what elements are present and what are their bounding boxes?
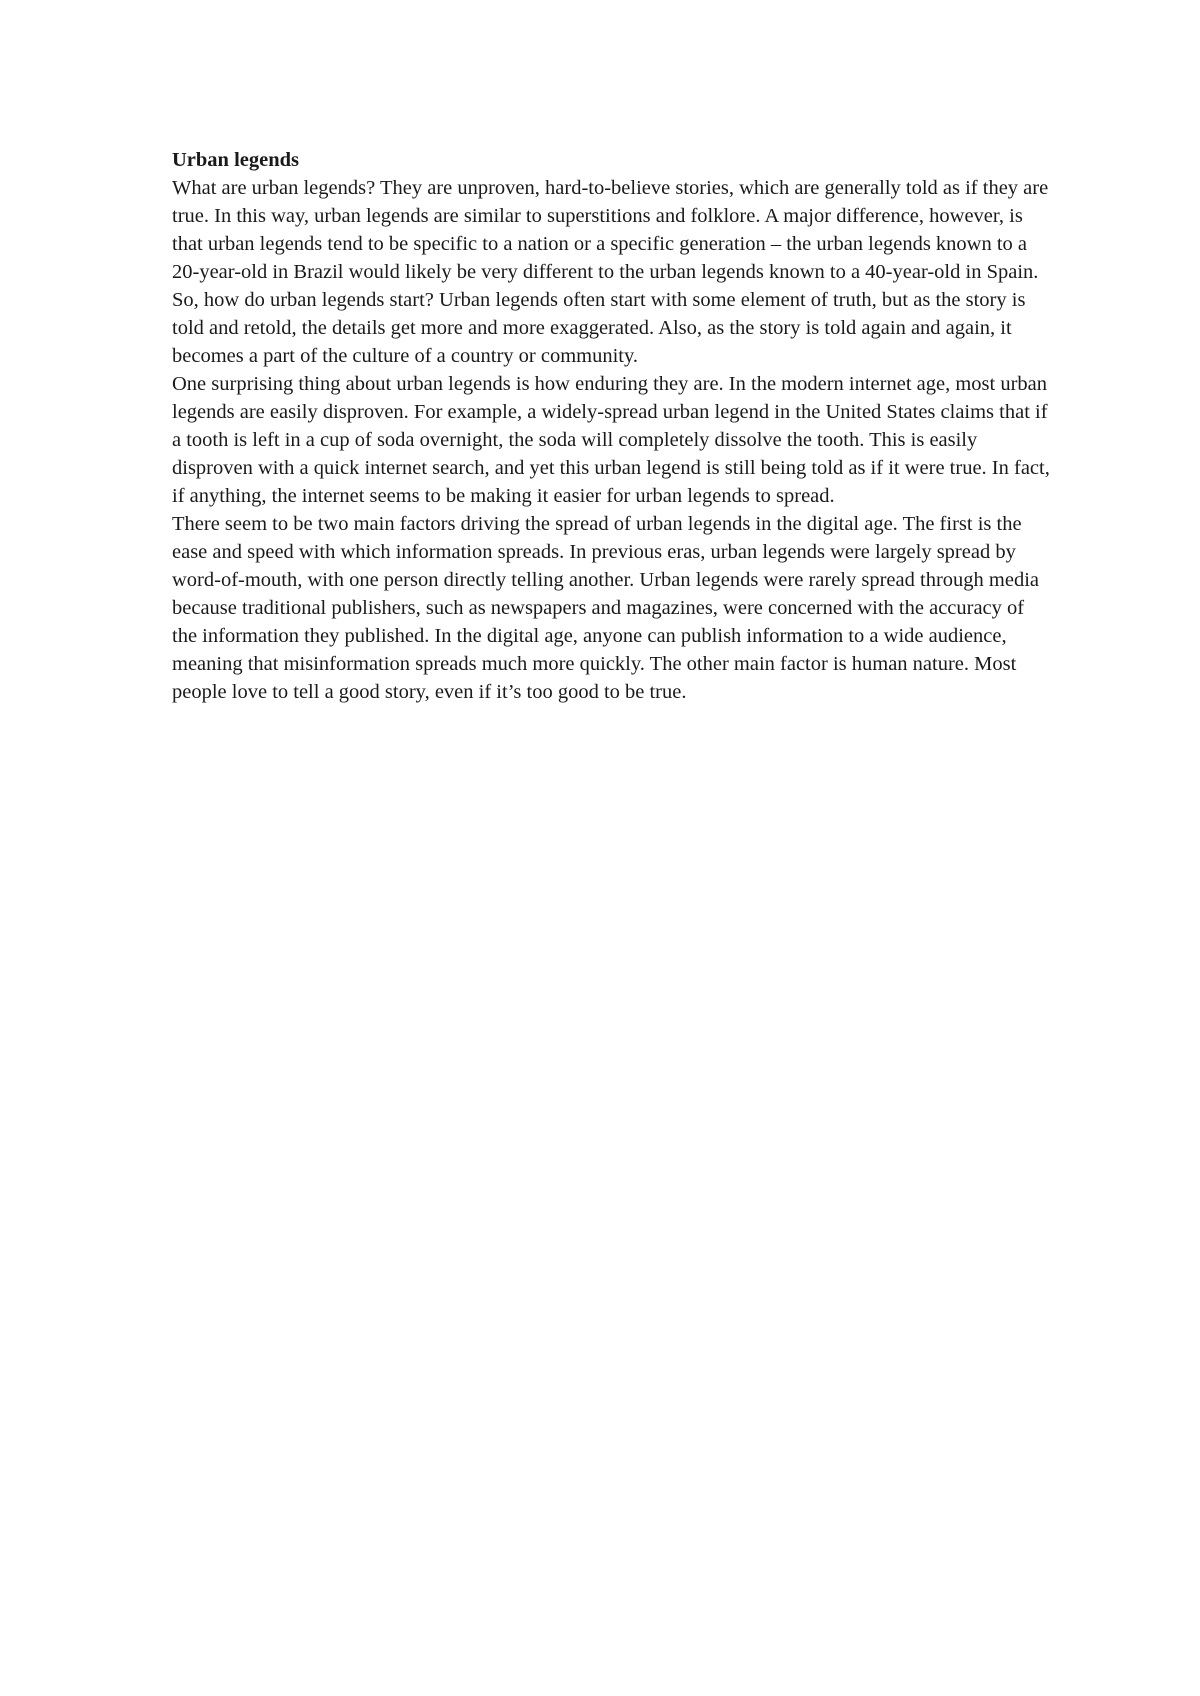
paragraph-4: There seem to be two main factors driving the spread of urban legends in the digital age. The first is the ease and speed with which information spreads. In previous eras, urban legends were largely spread by word-of-mouth, with one person directly telling another. Urban legends were rarely spread through media because traditional publishers, such as newspapers and magazines, were concerned with the accuracy of the information they published. In the digital age, anyone can publish information to a wide audience, meaning that misinformation spreads much more quickly. The other main factor is human nature. Most people love to tell a good story, even if it’s too good to be true. — [172, 513, 1039, 703]
paragraph-2: So, how do urban legends start? Urban legends often start with some element of truth, but as the story is told and retold, the details get more and more exaggerated. Also, as the story is told again and again, it becomes a part of the culture of a country or community. — [172, 289, 1026, 367]
document-body — [172, 146, 1052, 706]
paragraph-3: One surprising thing about urban legends is how enduring they are. In the modern internet age, most urban legends are easily disproven. For example, a widely-spread urban legend in the United States claims that if a tooth is left in a cup of soda overnight, the soda will completely dissolve the tooth. This is easily disproven with a quick internet search, and yet this urban legend is still being told as if it were true. In fact, if anything, the internet seems to be making it easier for urban legends to spread. — [172, 373, 1050, 507]
document-title: Urban legends — [172, 149, 300, 171]
paragraph-1: What are urban legends? They are unproven, hard-to-believe stories, which are generally told as if they are true. In this way, urban legends are similar to superstitions and folklore. A major difference, however, is that urban legends tend to be specific to a nation or a specific generation – the urban legends known to a 20-year-old in Brazil would likely be very different to the urban legends known to a 40-year-old in Spain. — [172, 177, 1049, 283]
